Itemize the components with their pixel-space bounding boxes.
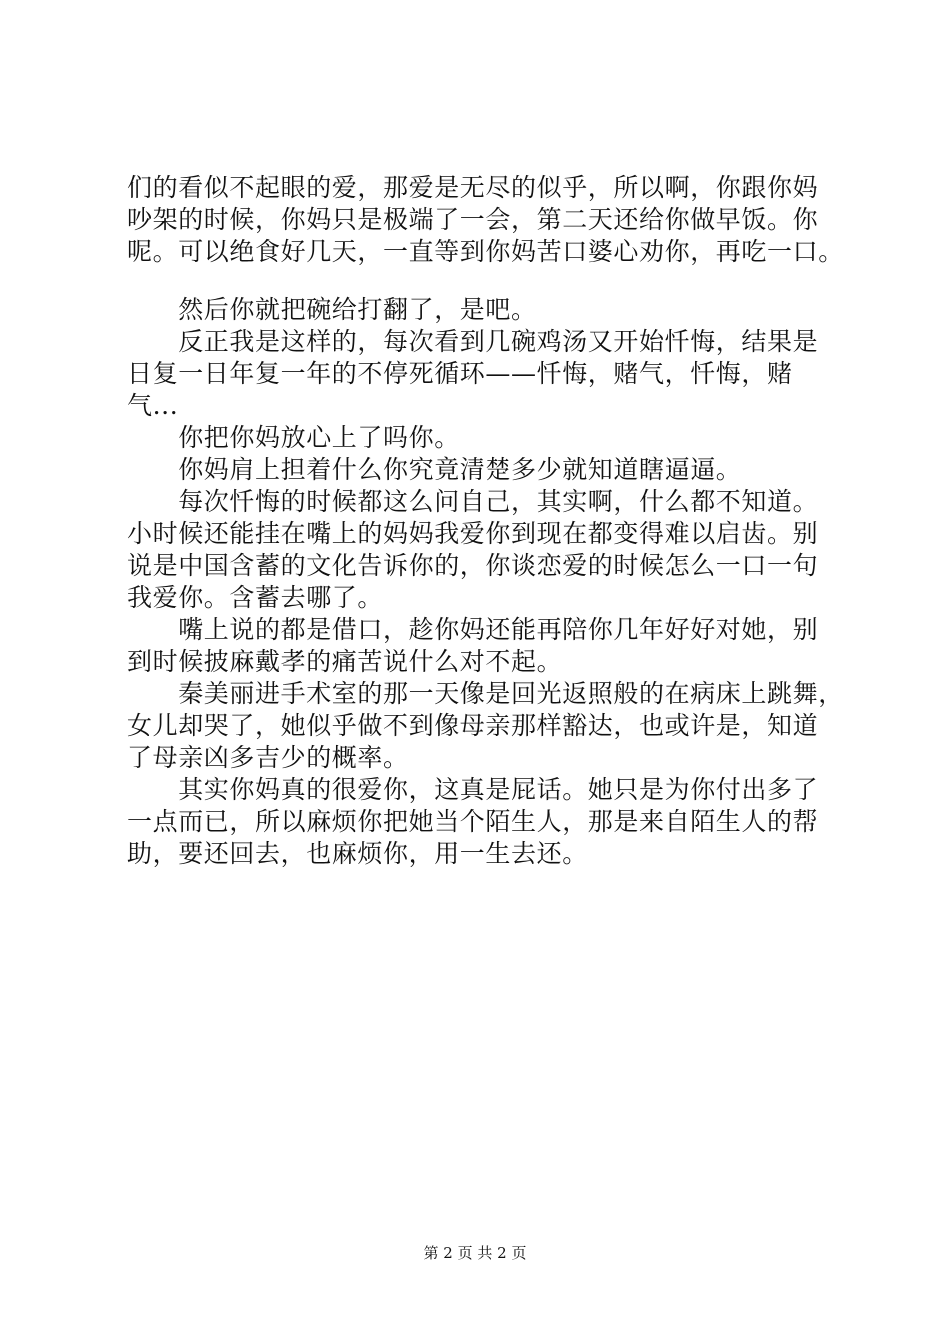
text-line: 气... (127, 391, 179, 420)
body-text (127, 172, 847, 870)
text-line: 们的看似不起眼的爱，那爱是无尽的似乎，所以啊，你跟你妈 (127, 173, 819, 202)
text-line: 每次忏悔的时候都这么问自己，其实啊，什么都不知道。 (127, 487, 819, 516)
text-line: 一点而已，所以麻烦你把她当个陌生人，那是来自陌生人的帮 (127, 807, 819, 836)
text-line: 吵架的时候，你妈只是极端了一会，第二天还给你做早饭。你 (127, 205, 819, 234)
page-number-footer: 第 2 页 共 2 页 (423, 1244, 527, 1262)
text-line: 我爱你。含蓄去哪了。 (127, 583, 384, 612)
text-line: 说是中国含蓄的文化告诉你的，你谈恋爱的时候怎么一口一句 (127, 551, 819, 580)
text-line: 助，要还回去，也麻烦你，用一生去还。 (127, 839, 588, 868)
text-line: 其实你妈真的很爱你，这真是屁话。她只是为你付出多了 (127, 775, 819, 804)
text-line: 嘴上说的都是借口，趁你妈还能再陪你几年好好对她，别 (127, 615, 819, 644)
text-line: 你妈肩上担着什么你究竟清楚多少就知道瞎逼逼。 (127, 455, 742, 484)
text-line: 了母亲凶多吉少的概率。 (127, 743, 409, 772)
text-line: 小时候还能挂在嘴上的妈妈我爱你到现在都变得难以启齿。别 (127, 519, 819, 548)
text-line: 呢。可以绝食好几天，一直等到你妈苦口婆心劝你，再吃一口。 (127, 237, 844, 266)
text-line: 日复一日年复一年的不停死循环——忏悔，赌气，忏悔，赌 (127, 359, 793, 388)
text-line: 女儿却哭了，她似乎做不到像母亲那样豁达，也或许是，知道 (127, 711, 819, 740)
text-line: 然后你就把碗给打翻了，是吧。 (127, 295, 537, 324)
paragraph-gap (127, 268, 847, 294)
text-line: 到时候披麻戴孝的痛苦说什么对不起。 (127, 647, 563, 676)
text-line: 反正我是这样的，每次看到几碗鸡汤又开始忏悔，结果是 (127, 327, 819, 356)
text-line: 你把你妈放心上了吗你。 (127, 423, 460, 452)
text-line: 秦美丽进手术室的那一天像是回光返照般的在病床上跳舞， (127, 679, 844, 708)
